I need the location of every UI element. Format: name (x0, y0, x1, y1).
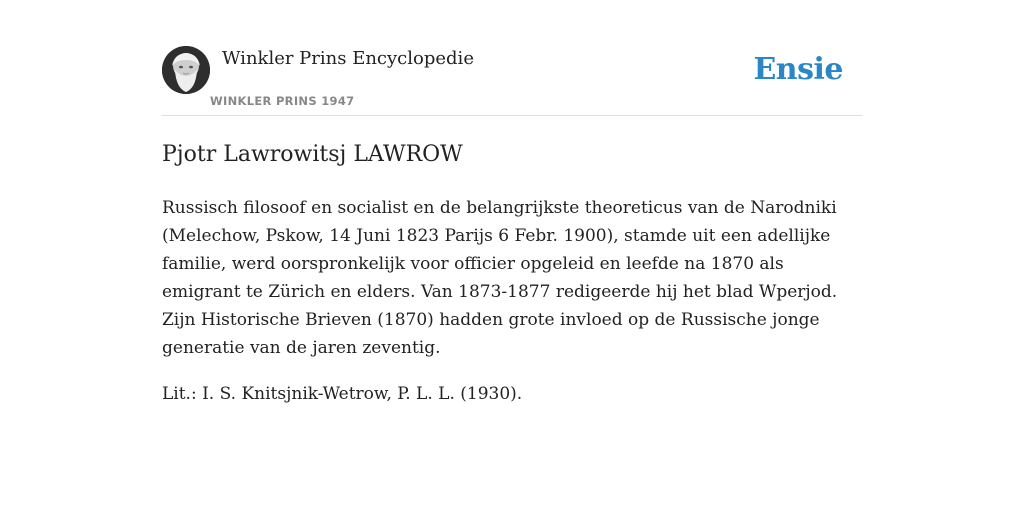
brand-logo[interactable]: Ensie (753, 52, 843, 87)
page-title: Pjotr Lawrowitsj LAWROW (162, 142, 463, 167)
portrait-icon (162, 46, 210, 94)
source-header (162, 46, 862, 116)
source-title[interactable]: Winkler Prins Encyclopedie (222, 48, 474, 69)
entry-body: Russisch filosoof en socialist en de belangrijkste theoreticus van de Narodniki (Melechow, Pskow, 14 Juni 1823 Parijs 6 Febr. 1900), stamde uit een adellijke familie, werd oorspronkelijk voor officier opgeleid en leefde na 1870 als emigrant te Zürich en elders. Van 1873-1877 redigeerde hij het blad Wperjod. Zijn Historische Brieven (1870) hadden grote invloed op de Russische jonge generatie van de jaren zeventig. (162, 198, 838, 358)
entry-literature: Lit.: I. S. Knitsjnik-Wetrow, P. L. L. (1930). (162, 384, 523, 404)
page (162, 0, 862, 408)
author-portrait-avatar[interactable] (162, 46, 210, 94)
source-subtitle[interactable]: WINKLER PRINS 1947 (210, 94, 355, 108)
